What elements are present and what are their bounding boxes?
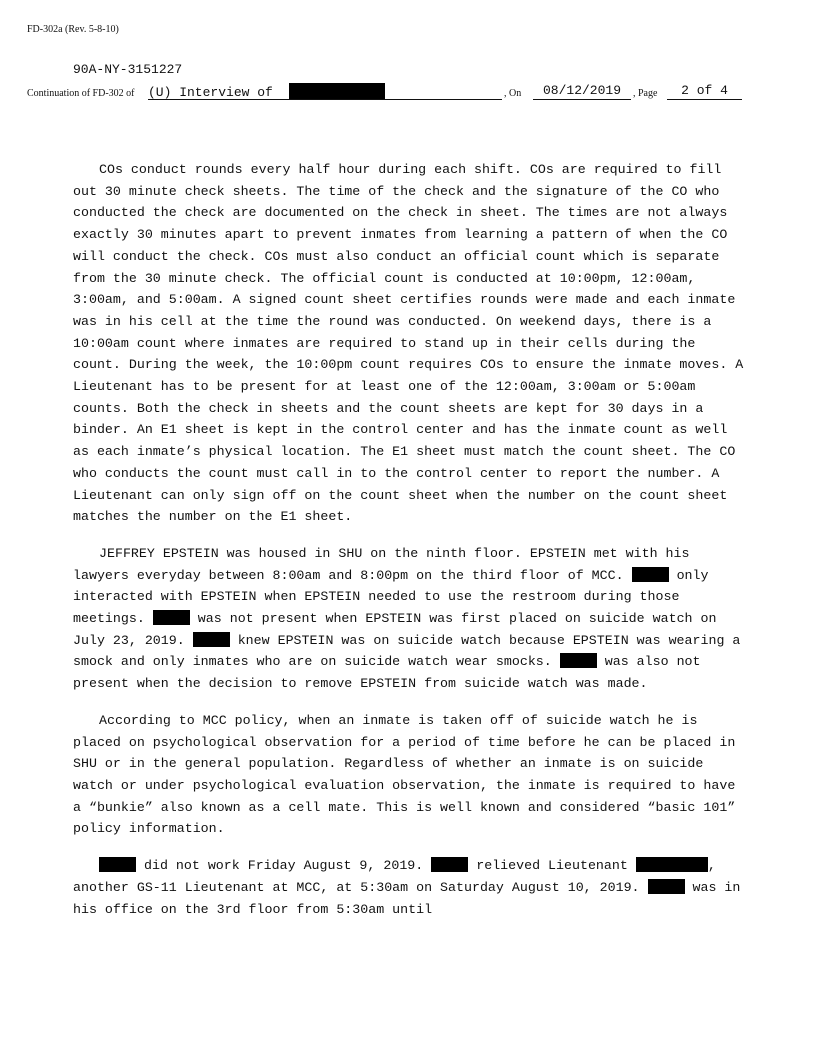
redaction-box [431,857,468,872]
paragraph-1: COs conduct rounds every half hour during each shift. COs are required to fill out 30 minute check sheets. The time of the check and the signature of the CO who conducted the check are documented on the check in sheet. The times are not always exactly 30 minutes apart to prevent inmates from learning a pattern of when the CO will conduct the check. COs must also conduct an official count which is separate from the 30 minute check. The official count is conducted at 10:00pm, 12:00am, 3:00am, and 5:00am. A signed count sheet certifies rounds were made and each inmate was in his cell at the time the round was conducted. On weekend days, there is a 10:00am count where inmates are required to stand up in their cells during the count. During the week, the 10:00pm count requires COs to ensure the inmate moves. A Lieutenant has to be present for at least one of the 12:00am, 3:00am or 5:00am counts. Both the check in sheets and the count sheets are kept for 30 days in a binder. An E1 sheet is kept in the control center and has the inmate count as well as each inmate’s physical location. The E1 sheet must match the count sheet. The CO who conducts the count must call in to the control center to report the number. A Lieutenant can only sign off on the count sheet when the number on the count sheet matches the number on the E1 sheet. [73,162,744,525]
redaction-box [648,879,685,894]
continuation-label: Continuation of FD-302 of [27,88,135,99]
file-number: 90A-NY-3151227 [73,62,183,77]
p4-text-c: , another GS-11 Lieutenant at MCC, at 5:30am on Saturday August 10, 2019. [73,858,716,895]
p2-text-c: was not present when EPSTEIN was first placed on suicide watch on July 23, 2019. [73,611,717,648]
redaction-box [632,567,669,582]
p2-text-d: knew EPSTEIN was on suicide watch because EPSTEIN was wearing a smock and only inmates who are on suicide watch wear smocks. [73,632,741,670]
redaction-box [193,632,230,647]
date-field [533,83,631,100]
page-label: , Page [633,88,658,99]
redaction-box [289,83,385,99]
document-body [73,159,745,935]
form-id: FD-302a (Rev. 5-8-10) [27,24,119,35]
page-number: 2 of 4 [681,83,728,98]
continuation-header [0,83,816,105]
paragraph-4 [73,855,745,920]
p4-text-a: did not work Friday August 9, 2019. [143,858,424,874]
subject-text: (U) Interview of [148,85,273,100]
p4-text-b: relieved Lieutenant [476,858,628,874]
p2-text-a: JEFFREY EPSTEIN was housed in SHU on the ninth floor. EPSTEIN met with his lawyers everyday between 8:00am and 8:00pm on the third floor of MCC. [73,545,690,583]
paragraph-2 [73,543,745,695]
date-text: 08/12/2019 [542,83,621,98]
paragraph-3: According to MCC policy, when an inmate is taken off of suicide watch he is placed on psychological observation for a period of time before he can be placed in SHU or in the general population. Regardless of whether an inmate is on suicide watch or under psychological evaluation observation, the inmate is required to have a “bunkie” also known as a cell mate. This is well known and considered “basic 101” policy information. [73,712,736,837]
redaction-box [99,857,136,872]
redaction-box [560,653,597,668]
redaction-box [636,857,708,872]
subject-field [148,83,502,100]
redaction-box [153,610,190,625]
p2-text-b: only interacted with EPSTEIN when EPSTEIN needed to use the restroom during those meetings. [73,567,709,627]
p2-text-e: was also not present when the decision to remove EPSTEIN from suicide watch was made. [73,654,701,692]
page-field [667,83,742,100]
on-label: , On [504,88,522,99]
p4-text-d: was in his office on the 3rd floor from 5:30am until [73,879,741,917]
